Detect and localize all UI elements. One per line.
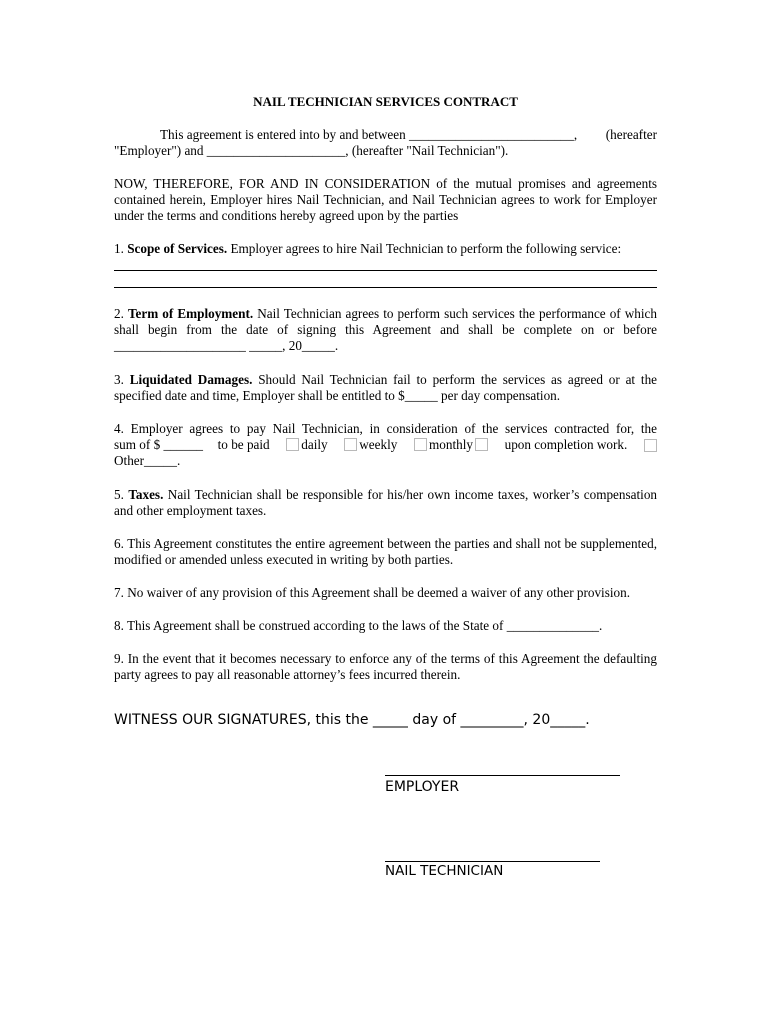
weekly-checkbox[interactable] [344,438,357,451]
weekly-label: weekly [359,437,398,452]
payment-sum: sum of $ ______ [114,437,204,452]
section-text: Employer agrees to hire Nail Technician to perform the following service: [230,241,622,256]
section-term [114,306,657,354]
section-heading: Liquidated Damages. [129,372,253,387]
document-title: NAIL TECHNICIAN SERVICES CONTRACT [253,94,518,109]
payment-to-be-paid: to be paid [217,437,270,452]
section-number: 5. [114,487,124,502]
section-damages [114,372,657,404]
section-attorney-fees: 9. In the event that it becomes necessary to enforce any of the terms of this Agreement the defaulting party agrees to pay all reasonable attorney’s fees incurred therein. [114,651,657,682]
completion-checkbox[interactable] [475,438,488,451]
employer-name-blank[interactable]: _________________________, [409,127,578,142]
section-text: Nail Technician shall be responsible for his/her own income taxes, worker’s compensation and other employment taxes. [114,487,658,518]
section-heading: Taxes. [128,487,164,502]
scope-blank-line-2[interactable] [114,287,657,288]
intro-line-2: "Employer") and _____________________, (hereafter "Nail Technician"). [114,143,509,158]
payment-line-1: 4. Employer agrees to pay Nail Technician, in consideration of the services contracted for, the [114,421,657,436]
section-number: 3. [114,372,124,387]
section-heading: Scope of Services. [127,241,228,256]
monthly-label: monthly [429,437,473,452]
technician-signature-line[interactable] [385,861,600,862]
intro-hereafter: (hereafter [605,127,657,142]
intro-text-start: This agreement is entered into by and between [160,127,406,142]
monthly-checkbox[interactable] [414,438,427,451]
employer-signature-label: EMPLOYER [385,779,460,795]
scope-blank-line-1[interactable] [114,270,657,271]
employer-signature-line[interactable] [385,775,620,776]
section-text: Nail Technician agrees to perform such services the performance of which shall begin from the date of signing this Agreement and shall be complete on or before ____________________ _____, 20_____. [114,306,657,353]
section-taxes [114,487,657,519]
section-number: 2. [114,306,124,321]
section-scope [114,241,657,257]
completion-label: upon completion work. [504,437,628,452]
daily-label: daily [301,437,328,452]
payment-other: Other_____. [114,453,181,468]
section-waiver: 7. No waiver of any provision of this Agreement shall be deemed a waiver of any other provision. [114,585,631,600]
other-checkbox[interactable] [644,439,657,452]
daily-checkbox[interactable] [286,438,299,451]
technician-signature-label: NAIL TECHNICIAN [385,863,504,879]
payment-options-row [114,437,657,453]
witness-line: WITNESS OUR SIGNATURES, this the _____ day of _________, 20_____. [114,712,590,728]
section-governing-law: 8. This Agreement shall be construed according to the laws of the State of ______________. [114,618,603,633]
section-text: Should Nail Technician fail to perform the services as agreed or at the specified date and time, Employer shall be entitled to $_____ per day compensation. [114,372,658,403]
section-entire-agreement: 6. This Agreement constitutes the entire agreement between the parties and shall not be supplemented, modified or amended unless executed in writing by both parties. [114,536,657,567]
section-heading: Term of Employment. [127,306,254,321]
whereas-paragraph: NOW, THEREFORE, FOR AND IN CONSIDERATION of the mutual promises and agreements contained herein, Employer hires Nail Technician, and Nail Technician agrees to work for Employer under the terms and conditions hereby agreed upon by the parties [114,176,657,223]
section-payment [114,421,657,469]
intro-paragraph [114,127,657,159]
section-number: 1. [114,241,124,256]
